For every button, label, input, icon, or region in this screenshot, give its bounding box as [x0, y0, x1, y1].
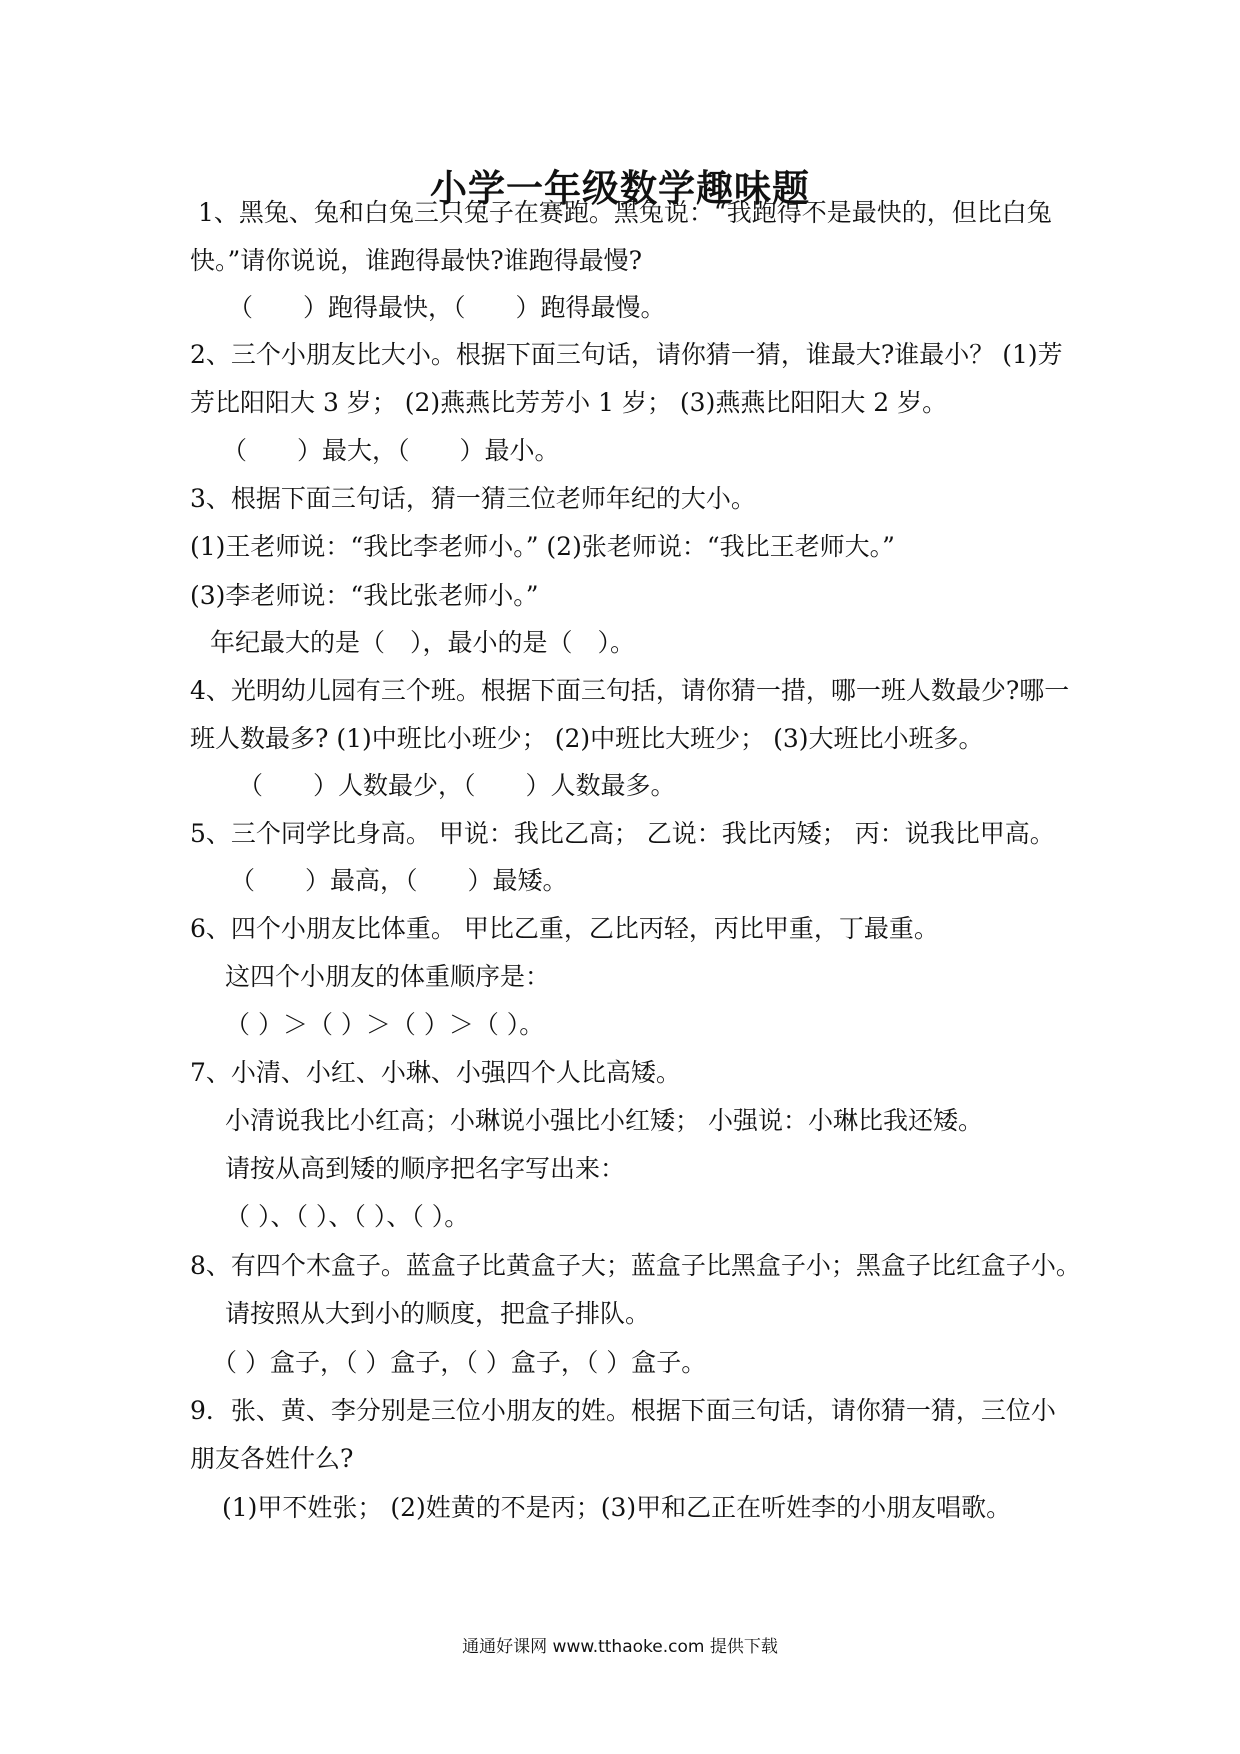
q2-answer: （ ）最大，（ ）最小。	[222, 436, 560, 465]
q1-answer: （ ）跑得最快，（ ）跑得最慢。	[228, 293, 666, 322]
q1-line2: 快。”请你说说，谁跑得最快?谁跑得最慢?	[190, 246, 643, 275]
q8-line2: 请按照从大到小的顺度，把盒子排队。	[225, 1299, 651, 1328]
q7-line1: 7、小清、小红、小琳、小强四个人比高矮。	[190, 1058, 681, 1087]
q7-line2: 小清说我比小红高；小琳说小强比小红矮； 小强说：小琳比我还矮。	[225, 1106, 983, 1135]
page-title: 小学一年级数学趣味题	[430, 166, 810, 210]
q5-answer: （ ）最高，（ ）最矮。	[230, 866, 568, 895]
q6-answer: （ ）＞（ ）＞（ ）＞（ ）。	[225, 1010, 545, 1039]
q2-line2: 芳比阳阳大 3 岁； (2)燕燕比芳芳小 1 岁； (3)燕燕比阳阳大 2 岁。	[190, 388, 948, 417]
q3-line2: (1)王老师说：“我比李老师小。” (2)张老师说：“我比王老师大。”	[190, 532, 895, 561]
q9-line2: 朋友各姓什么?	[190, 1444, 354, 1473]
q6-line1: 6、四个小朋友比体重。 甲比乙重，乙比丙轻，丙比甲重，丁最重。	[190, 914, 939, 943]
q7-line3: 请按从高到矮的顺序把名字写出来：	[225, 1154, 626, 1183]
q3-line1: 3、根据下面三句话，猜一猜三位老师年纪的大小。	[190, 484, 756, 513]
q5-line1: 5、三个同学比身高。 甲说：我比乙高； 乙说：我比丙矮； 丙：说我比甲高。	[190, 819, 1055, 848]
q3-line3: (3)李老师说：“我比张老师小。”	[190, 581, 539, 610]
q4-line1: 4、光明幼儿园有三个班。根据下面三句括，请你猜一措，哪一班人数最少?哪一	[190, 676, 1070, 705]
q9-line3: (1)甲不姓张； (2)姓黄的不是丙；(3)甲和乙正在听姓李的小朋友唱歌。	[222, 1493, 1012, 1522]
q4-answer: （ ）人数最少，（ ）人数最多。	[238, 771, 676, 800]
q8-line1: 8、有四个木盒子。蓝盒子比黄盒子大；蓝盒子比黑盒子小；黑盒子比红盒子小。	[190, 1251, 1081, 1280]
footer-credit: 通通好课网 www.tthaoke.com 提供下载	[462, 1637, 778, 1657]
q7-answer: （ ）、（ ）、（ ）、（ ）。	[225, 1202, 470, 1231]
q1-line1: 1、黑兔、兔和白兔三只兔子在赛跑。黑兔说：“我跑得不是最快的，但比白兔	[198, 198, 1052, 227]
q8-answer: （ ）盒子，（ ）盒子，（ ）盒子，（ ）盒子。	[212, 1348, 707, 1377]
q3-answer: 年纪最大的是（ ），最小的是（ ）。	[210, 628, 636, 657]
q6-line2: 这四个小朋友的体重顺序是：	[225, 962, 551, 991]
q4-line2: 班人数最多? (1)中班比小班少； (2)中班比大班少； (3)大班比小班多。	[190, 724, 984, 753]
q9-line1: 9．张、黄、李分别是三位小朋友的姓。根据下面三句话，请你猜一猜，三位小	[190, 1396, 1056, 1425]
q2-line1: 2、三个小朋友比大小。根据下面三句话，请你猜一猜，谁最大?谁最小？ (1)芳	[190, 340, 1063, 369]
